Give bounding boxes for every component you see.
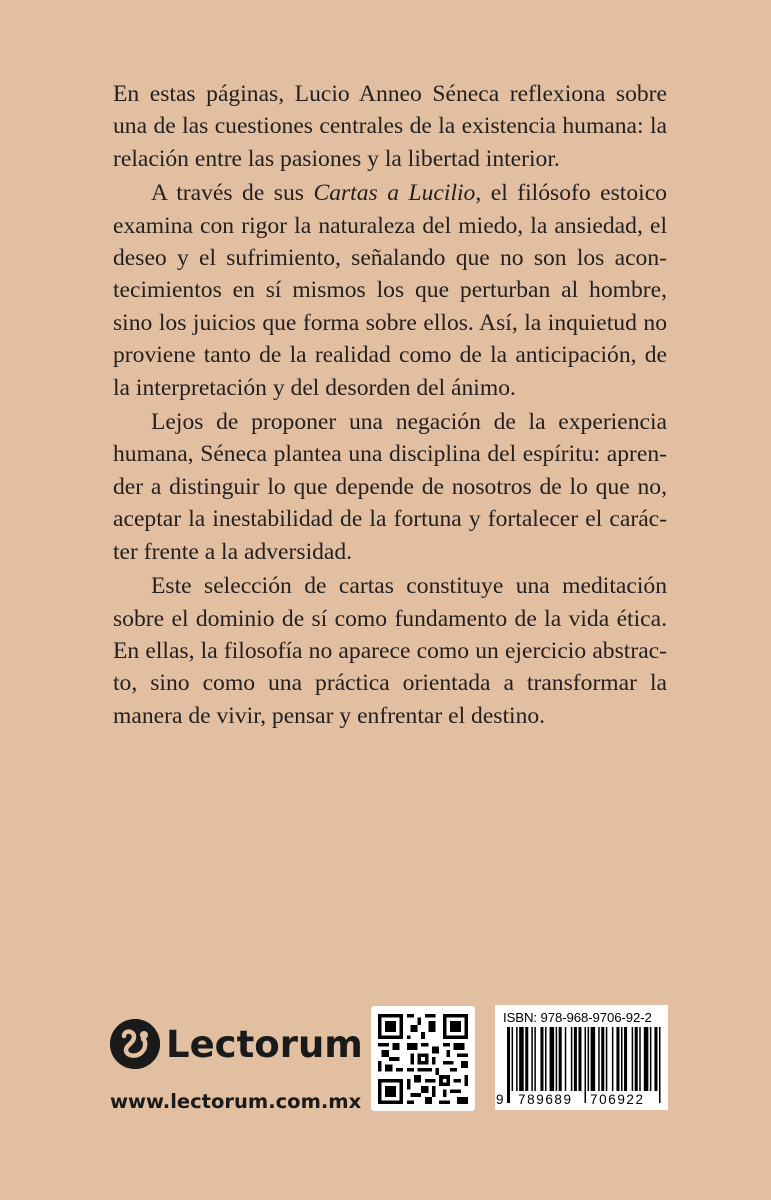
barcode-bar	[612, 1027, 614, 1091]
barcode-bar	[644, 1027, 649, 1091]
barcode-bar	[606, 1027, 608, 1091]
barcode-bar	[550, 1027, 555, 1091]
blurb-paragraph-2-end: , el filósofo estoico examina con rigor la naturaleza del miedo, la ansiedad, el deseo y el sufrimiento, señalando que no son los acontecimientos en sí mismos los que perturban al hombre, sino los juicios que forma sobre ellos. Así, la inquietud no proviene tanto de la realidad como de la anticipación, de la interpretación y del desorden del ánimo.	[113, 180, 667, 401]
barcode-bar	[545, 1027, 547, 1091]
barcode-bar	[512, 1027, 514, 1091]
publisher-logo	[110, 1019, 363, 1069]
barcode-bar	[585, 1027, 587, 1103]
back-cover-blurb	[113, 78, 667, 732]
blurb-paragraph-3: Lejos de proponer una negación de la experiencia humana, Séneca plantea una disciplina del espíritu: aprender a distinguir lo que depende de nosotros de lo que no, aceptar la inestabilidad de la fortuna y fortalecer el carácter frente a la adversidad.	[113, 409, 667, 565]
blurb-paragraph-4: Este selección de cartas constituye una meditación sobre el dominio de sí como fundamento de la vida ética. En ellas, la filosofía no aparece como un ejercicio abstracto, sino como una práctica orientada a transformar la manera de vivir, pensar y enfrentar el destino.	[113, 573, 667, 729]
barcode-bar	[654, 1027, 657, 1091]
blurb-paragraph-1: En estas páginas, Lucio Anneo Séneca reflexiona sobre una de las cuestiones centrales de la existencia humana: la relación entre las pasiones y la libertad interior.	[113, 81, 667, 172]
blurb-paragraph-2	[113, 177, 667, 404]
publisher-website: www.lectorum.com.mx	[110, 1090, 362, 1113]
barcode-bar	[616, 1027, 619, 1091]
barcode-bar	[659, 1027, 661, 1103]
barcode-bar	[635, 1027, 638, 1091]
qr-code-icon	[378, 1014, 468, 1104]
barcode-bar	[531, 1027, 533, 1091]
qr-code	[371, 1006, 475, 1111]
barcode-bar	[565, 1027, 567, 1091]
barcode-bar	[507, 1027, 510, 1103]
isbn-label: ISBN: 978-968-9706-92-2	[503, 1010, 652, 1025]
barcode-bar	[540, 1027, 543, 1091]
barcode-bar	[621, 1027, 623, 1091]
barcode-right-digits: 706922	[590, 1092, 645, 1107]
book-title-reference: Cartas a Lucilio	[313, 180, 476, 207]
lectorum-logo-icon	[110, 1019, 160, 1069]
barcode-bar	[601, 1027, 604, 1091]
barcode-bar	[516, 1027, 518, 1091]
publisher-name: Lectorum	[166, 1022, 363, 1066]
barcode-bar	[588, 1027, 590, 1091]
barcode-lead-digit: 9	[496, 1092, 504, 1107]
isbn-barcode	[495, 1005, 668, 1110]
barcode-bar	[525, 1027, 528, 1091]
barcode-bar	[639, 1027, 641, 1091]
barcode-bar	[578, 1027, 581, 1091]
barcode-bar	[519, 1027, 524, 1091]
barcode-bar	[574, 1027, 577, 1091]
barcode-bar	[598, 1027, 600, 1091]
barcode-bar	[624, 1027, 627, 1091]
barcode-bar	[632, 1027, 634, 1091]
barcode-bar	[556, 1027, 558, 1091]
barcode-bar	[571, 1027, 573, 1091]
barcode-bar	[534, 1027, 536, 1091]
barcode-bar	[559, 1027, 562, 1091]
barcode-bar	[650, 1027, 652, 1091]
barcode-left-digits: 789689	[518, 1092, 573, 1107]
barcode-bar	[591, 1027, 596, 1091]
blurb-paragraph-2-start: A través de sus	[151, 180, 314, 207]
